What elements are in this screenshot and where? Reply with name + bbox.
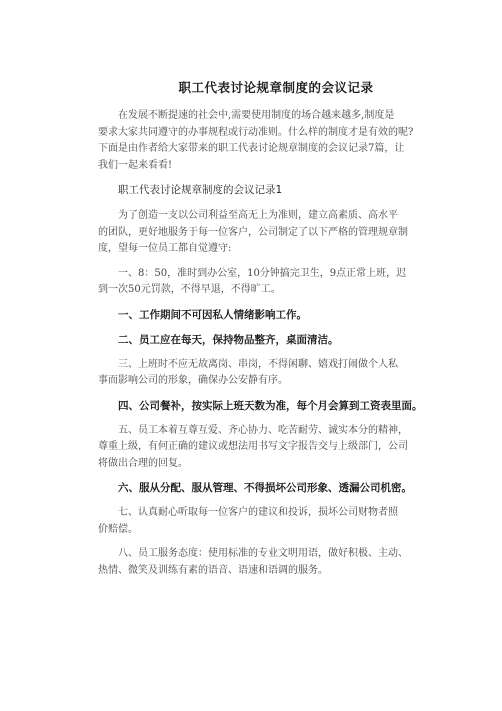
text-line: 热情、微笑及训练有素的语音、语速和语调的服务。 xyxy=(98,564,328,576)
section-heading: 职工代表讨论规章制度的会议记录1 xyxy=(118,184,283,196)
text-line: 度，望每一位员工都自觉遵守: xyxy=(98,243,232,254)
text-line: 五、员工本着互尊互爱、齐心协力、吃苦耐劳、诚实本分的精神， xyxy=(118,424,408,436)
text-line: 在发展不断提速的社会中,需要使用制度的场合越来越多,制度是 xyxy=(118,110,395,121)
rule-heading-6: 六、服从分配、服从管理、不得损坏公司形象、透漏公司机密。 xyxy=(118,482,412,494)
text-line: 八、员工服务态度：使用标准的专业文明用语，做好积极、主动、 xyxy=(118,548,408,559)
rule-heading-4: 四、公司餐补，按实际上班天数为准，每个月会算到工资表里面。 xyxy=(118,399,423,412)
paragraph-1 xyxy=(98,208,446,258)
text-line: 三、上班时不应无故离岗、串岗，不得闲聊、嬉戏打闹做个人私 xyxy=(118,358,398,370)
text-line: 价赔偿。 xyxy=(98,523,138,535)
paragraph-2 xyxy=(98,266,446,299)
paragraph-5 xyxy=(98,505,446,538)
text-line: 我们一起来看看! xyxy=(98,159,173,171)
text-line: 的团队，更好地服务于每一位客户，公司制定了以下严格的管理规章制 xyxy=(98,226,408,238)
text-line: 一、8：50，准时到办公室，10分钟搞完卫生，9点正常上班，迟 xyxy=(118,267,407,279)
paragraph-3 xyxy=(98,357,446,390)
intro-paragraph xyxy=(98,108,446,174)
rule-heading-2: 二、员工应在每天，保持物品整齐，桌面清洁。 xyxy=(118,333,339,346)
text-line: 尊重上级，有何正确的建议或想法用书写文字报告交与上级部门，公司 xyxy=(98,441,408,452)
text-line: 下面是由作者给大家带来的职工代表讨论规章制度的会议记录7篇，让 xyxy=(98,143,405,154)
text-line: 要求大家共同遵守的办事规程或行动准则。什么样的制度才是有效的呢? xyxy=(98,126,414,138)
paragraph-4 xyxy=(98,423,446,473)
text-line: 到一次50元罚款，不得早退，不得旷工。 xyxy=(98,284,281,295)
document-title: 职工代表讨论规章制度的会议记录 xyxy=(178,80,374,95)
text-line: 事而影响公司的形象，确保办公安静有序。 xyxy=(98,375,288,386)
rule-heading-1: 一、工作期间不可因私人情绪影响工作。 xyxy=(118,308,307,321)
text-line: 将做出合理的回复。 xyxy=(98,457,188,469)
text-line: 为了创造一支以公司利益至高无上为准则，建立高素质、高水平 xyxy=(118,210,398,221)
paragraph-6 xyxy=(98,546,446,579)
text-line: 七、认真耐心听取每一位客户的建议和投诉，损坏公司财物者照 xyxy=(118,507,398,518)
